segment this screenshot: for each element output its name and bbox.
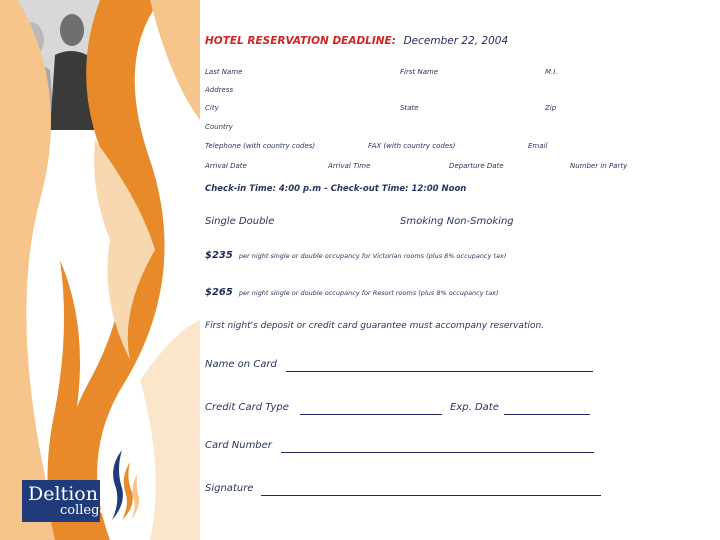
price-victorian	[205, 250, 506, 261]
card-type-line[interactable]	[300, 414, 442, 415]
mi-label: M.I.	[545, 68, 558, 76]
price-note: per night single or double occupancy for Resort rooms (plus 8% occupancy tax)	[238, 289, 499, 297]
deadline-label: HOTEL RESERVATION DEADLINE:	[205, 35, 396, 47]
country-label: Country	[205, 123, 233, 131]
card-number-label: Card Number	[205, 440, 272, 451]
price-resort	[205, 287, 499, 298]
deadline-date: December 22, 2004	[403, 35, 509, 47]
price-amount: $235	[205, 250, 233, 261]
price-amount: $265	[205, 287, 233, 298]
fax-label: FAX (with country codes)	[368, 142, 456, 150]
address-label: Address	[205, 86, 234, 94]
smoking-options: Smoking Non-Smoking	[400, 216, 514, 227]
card-type-label: Credit Card Type	[205, 402, 289, 413]
deposit-note: First night's deposit or credit card guarantee must accompany reservation.	[205, 321, 545, 331]
reservation-deadline	[205, 35, 508, 47]
exp-date-label: Exp. Date	[450, 402, 499, 413]
decorative-banner	[0, 0, 200, 540]
logo-name: Deltion	[28, 483, 98, 505]
exp-date-line[interactable]	[504, 414, 590, 415]
signature-label: Signature	[205, 483, 254, 494]
arrival-date-label: Arrival Date	[205, 162, 247, 170]
departure-date-label: Departure Date	[449, 162, 504, 170]
telephone-label: Telephone (with country codes)	[205, 142, 316, 150]
state-label: State	[400, 104, 419, 112]
first-name-label: First Name	[400, 68, 439, 76]
checkin-info: Check-in Time: 4:00 p.m - Check-out Time: 12:00 Noon	[205, 184, 467, 194]
room-type-options: Single Double	[205, 216, 275, 227]
card-number-line[interactable]	[281, 452, 594, 453]
arrival-time-label: Arrival Time	[328, 162, 371, 170]
name-on-card-label: Name on Card	[205, 359, 277, 370]
zip-label: Zip	[545, 104, 557, 112]
signature-line[interactable]	[261, 495, 601, 496]
flame-icon	[104, 448, 140, 522]
logo-sub: college	[60, 503, 108, 518]
last-name-label: Last Name	[205, 68, 243, 76]
name-on-card-line[interactable]	[286, 371, 593, 372]
city-label: City	[205, 104, 219, 112]
party-label: Number in Party	[570, 162, 628, 170]
price-note: per night single or double occupancy for Victorian rooms (plus 8% occupancy tax)	[238, 252, 507, 260]
email-label: Email	[528, 142, 548, 150]
